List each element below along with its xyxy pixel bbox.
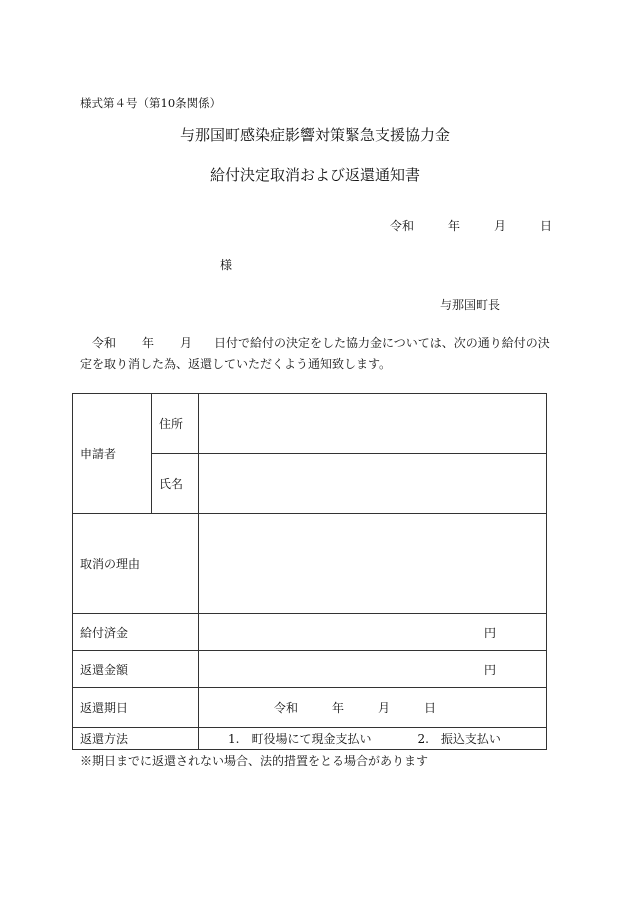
- name-label: 氏名: [152, 454, 199, 514]
- form-number: 様式第４号（第10条関係）: [80, 96, 222, 110]
- due-era: 令和: [274, 701, 299, 715]
- reason-field[interactable]: [199, 514, 547, 614]
- address-label: 住所: [152, 394, 199, 454]
- method-option-1[interactable]: 1. 町役場にて現金支払い: [228, 732, 372, 746]
- body-month: 月: [180, 336, 193, 350]
- date-era: 令和: [390, 219, 415, 233]
- reason-label: 取消の理由: [73, 514, 199, 614]
- due-date-field[interactable]: [199, 688, 547, 728]
- return-amount-label: 返還金額: [73, 651, 199, 688]
- body-era: 令和: [92, 336, 117, 350]
- method-option-2[interactable]: 2. 振込支払い: [417, 732, 501, 746]
- addressee-suffix: 様: [220, 258, 233, 272]
- legal-note: ※期日までに返還されない場合、法的措置をとる場合があります: [80, 754, 429, 768]
- method-label: 返還方法: [73, 728, 199, 750]
- date-month: 月: [494, 219, 507, 233]
- date-year: 年: [448, 219, 461, 233]
- issuer: 与那国町長: [440, 298, 501, 312]
- paid-amount-field[interactable]: [199, 614, 547, 651]
- return-amount-field[interactable]: [199, 651, 547, 688]
- name-field[interactable]: [199, 454, 547, 514]
- body-paragraph: [80, 333, 558, 375]
- method-field[interactable]: [199, 728, 547, 750]
- paid-amount-yen: 円: [483, 625, 496, 640]
- return-amount-yen: 円: [483, 662, 496, 677]
- due-year: 年: [332, 701, 345, 715]
- address-field[interactable]: [199, 394, 547, 454]
- return-form-table: [72, 393, 547, 750]
- document-title-line1: 与那国町感染症影響対策緊急支援協力金: [179, 126, 450, 144]
- due-month: 月: [378, 701, 391, 715]
- due-day: 日: [424, 701, 437, 715]
- date-day: 日: [540, 219, 553, 233]
- document-title-line2: 給付決定取消および返還通知書: [209, 166, 420, 184]
- body-rest: 日付で給付の決定をした協力金については、次の通り給付の決定を取り消した為、返還していただくよう通知致します。: [80, 336, 550, 371]
- applicant-label: 申請者: [73, 394, 152, 514]
- due-date-label: 返還期日: [73, 688, 199, 728]
- body-year: 年: [142, 336, 155, 350]
- paid-amount-label: 給付済金: [73, 614, 199, 651]
